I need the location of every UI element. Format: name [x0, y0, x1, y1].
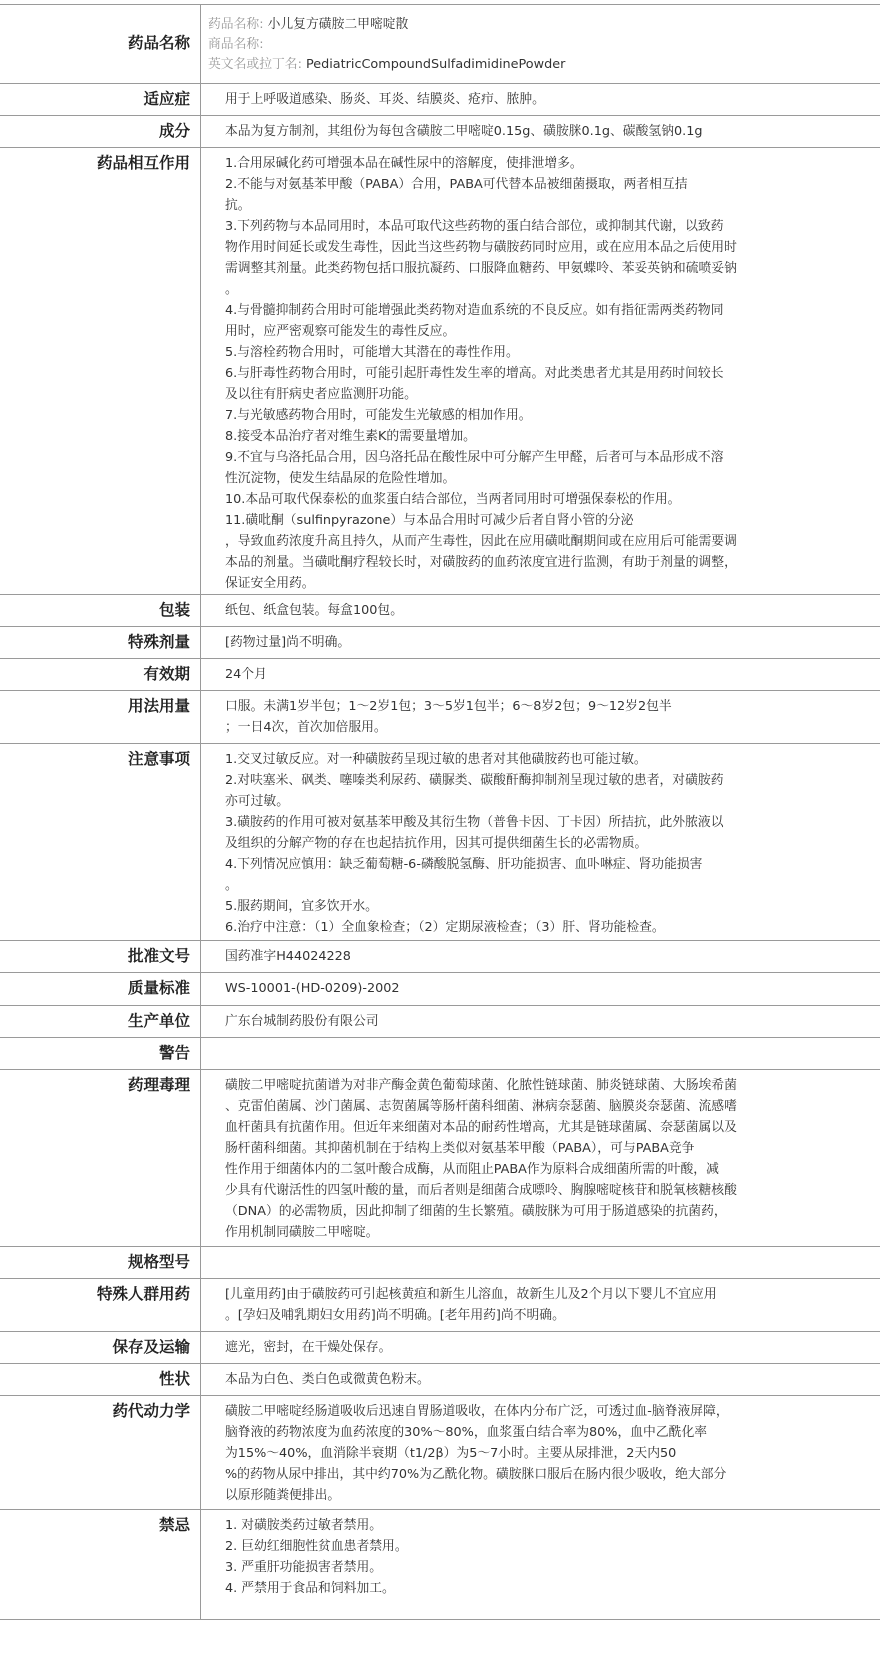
pharmacology-line: 作用机制同磺胺二甲嘧啶。	[225, 1225, 379, 1240]
interactions-line: 10.本品可取代保泰松的血浆蛋白结合部位，当两者同用时可增强保泰松的作用。	[225, 492, 681, 507]
row-precautions	[0, 743, 880, 940]
value-drug-name	[208, 15, 565, 75]
pharmacokinetics-line: 脑脊液的药物浓度为血药浓度的30%～80%，血浆蛋白结合率为80%，血中乙酰化率	[225, 1425, 708, 1440]
interactions-line: 2.不能与对氨基苯甲酸（PABA）合用，PABA可代替本品被细菌摄取，两者相互拮	[225, 177, 688, 192]
pharmacokinetics-line: %的药物从尿中排出，其中约70%为乙酰化物。磺胺脒口服后在肠内很少吸收，绝大部分	[225, 1467, 727, 1482]
row-standard	[0, 972, 880, 1005]
contraindications-line: 3. 严重肝功能损害者禁用。	[225, 1560, 383, 1575]
interactions-line: 本品的剂量。当磺吡酮疗程较长时，对磺胺药的血药浓度宜进行监测，有助于剂量的调整，	[225, 555, 737, 570]
indication-line: 用于上呼吸道感染、肠炎、耳炎、结膜炎、疮疖、脓肿。	[225, 92, 545, 107]
interactions-line: 7.与光敏感药物合用时，可能发生光敏感的相加作用。	[225, 408, 532, 423]
precautions-line: 6.治疗中注意：（1）全血象检查；（2）定期尿液检查；（3）肝、肾功能检查。	[225, 920, 665, 935]
dosage-line: ；一日4次，首次加倍服用。	[225, 720, 387, 735]
row-indication	[0, 83, 880, 115]
trade-name-label: 商品名称:	[208, 37, 264, 52]
pharmacokinetics-line: 磺胺二甲嘧啶经肠道吸收后迅速自胃肠道吸收，在体内分布广泛，可透过血-脑脊液屏障，	[225, 1404, 729, 1419]
row-special-dosage	[0, 626, 880, 658]
interactions-line: 3.下列药物与本品同用时，本品可取代这些药物的蛋白结合部位，或抑制其代谢，以致药	[225, 219, 724, 234]
interactions-line: 1.合用尿碱化药可增强本品在碱性尿中的溶解度，使排泄增多。	[225, 156, 583, 171]
row-shelf-life	[0, 658, 880, 690]
interactions-line: 6.与肝毒性药物合用时，可能引起肝毒性发生率的增高。对此类患者尤其是用药时间较长	[225, 366, 724, 381]
dosage-line: 口服。未满1岁半包；1～2岁1包；3～5岁1包半；6～8岁2包；9～12岁2包半	[225, 699, 672, 714]
precautions-line: 5.服药期间，宜多饮开水。	[225, 899, 378, 914]
special-population-line: [儿童用药]由于磺胺药可引起核黄疸和新生儿溶血，故新生儿及2个月以下婴儿不宜应用	[225, 1287, 717, 1302]
value-standard	[225, 978, 400, 999]
interactions-line: 保证安全用药。	[225, 576, 315, 591]
approval-line: 国药准字H44024228	[225, 949, 351, 964]
english-name-label: 英文名或拉丁名:	[208, 57, 302, 72]
label-pharmacology: 药理毒理	[127, 1076, 190, 1094]
ingredients-line: 本品为复方制剂，其组份为每包含磺胺二甲嘧啶0.15g、磺胺脒0.1g、碳酸氢钠0.1g	[225, 124, 703, 139]
interactions-line: 用时，应严密观察可能发生的毒性反应。	[225, 324, 456, 339]
label-package: 包装	[158, 601, 190, 619]
pharmacokinetics-line: 以原形随粪便排出。	[225, 1488, 341, 1503]
contraindications-line: 1. 对磺胺类药过敏者禁用。	[225, 1518, 383, 1533]
row-pharmacokinetics	[0, 1395, 880, 1509]
value-pharmacology	[225, 1075, 737, 1243]
interactions-line: 性沉淀物，使发生结晶尿的危险性增加。	[225, 471, 456, 486]
row-package	[0, 594, 880, 626]
value-package	[225, 600, 403, 621]
row-special-population	[0, 1278, 880, 1331]
row-appearance	[0, 1363, 880, 1395]
english-name-value: PediatricCompoundSulfadimidinePowder	[305, 57, 566, 72]
value-contraindications	[225, 1515, 408, 1599]
label-drug-name: 药品名称	[127, 34, 190, 52]
standard-line: WS-10001-(HD-0209)-2002	[225, 981, 400, 996]
value-appearance	[225, 1369, 430, 1390]
row-dosage	[0, 690, 880, 743]
value-manufacturer	[225, 1011, 379, 1032]
value-dosage	[225, 696, 672, 738]
value-ingredients	[225, 121, 702, 142]
contraindications-line: 4. 严禁用于食品和饲料加工。	[225, 1581, 395, 1596]
storage-line: 遮光，密封，在干燥处保存。	[225, 1340, 392, 1355]
interactions-line: 及以往有肝病史者应监测肝功能。	[225, 387, 417, 402]
pharmacology-line: 肠杆菌科细菌。其抑菌机制在于结构上类似对氨基苯甲酸（PABA），可与PABA竞争	[225, 1141, 695, 1156]
interactions-line: 需调整其剂量。此类药物包括口服抗凝药、口服降血糖药、甲氨蝶呤、苯妥英钠和硫喷妥钠	[225, 261, 737, 276]
label-interactions: 药品相互作用	[96, 154, 190, 172]
shelf-life-line: 24个月	[225, 667, 267, 682]
pharmacology-line: 性作用于细菌体内的二氢叶酸合成酶，从而阻止PABA作为原料合成细菌所需的叶酸，减	[225, 1162, 719, 1177]
label-appearance: 性状	[158, 1370, 190, 1388]
label-indication: 适应症	[143, 90, 190, 108]
precautions-line: 亦可过敏。	[225, 794, 289, 809]
label-warning: 警告	[158, 1044, 190, 1062]
pharmacology-line: （DNA）的必需物质，因此抑制了细菌的生长繁殖。磺胺脒为可用于肠道感染的抗菌药，	[225, 1204, 727, 1219]
label-specification: 规格型号	[127, 1253, 190, 1271]
pharmacology-line: 磺胺二甲嘧啶抗菌谱为对非产酶金黄色葡萄球菌、化脓性链球菌、肺炎链球菌、大肠埃希菌	[225, 1078, 737, 1093]
label-standard: 质量标准	[127, 979, 190, 997]
manufacturer-line: 广东台城制药股份有限公司	[225, 1014, 379, 1029]
interactions-line: 5.与溶栓药物合用时，可能增大其潜在的毒性作用。	[225, 345, 519, 360]
interactions-line: 4.与骨髓抑制药合用时可能增强此类药物对造血系统的不良反应。如有指征需两类药物同	[225, 303, 724, 318]
value-pharmacokinetics	[225, 1401, 729, 1506]
interactions-line: 8.接受本品治疗者对维生素K的需要量增加。	[225, 429, 476, 444]
pharmacology-line: 血杆菌具有抗菌作用。但近年来细菌对本品的耐药性增高，尤其是链球菌属、奈瑟菌属以及	[225, 1120, 737, 1135]
value-shelf-life	[225, 664, 267, 685]
drug-name-label: 药品名称:	[208, 17, 264, 32]
label-dosage: 用法用量	[127, 697, 190, 715]
value-precautions	[225, 749, 724, 938]
precautions-line: 2.对呋塞米、砜类、噻嗪类利尿药、磺脲类、碳酸酐酶抑制剂呈现过敏的患者，对磺胺药	[225, 773, 724, 788]
interactions-line: 抗。	[225, 198, 251, 213]
value-storage	[225, 1337, 391, 1358]
interactions-line: 。	[225, 282, 238, 297]
label-contraindications: 禁忌	[158, 1516, 190, 1534]
label-special-population: 特殊人群用药	[96, 1285, 190, 1303]
row-drug-name	[0, 4, 880, 83]
value-special-population	[225, 1284, 717, 1326]
precautions-line: 。	[225, 878, 238, 893]
pharmacology-line: 少具有代谢活性的四氢叶酸的量，而后者则是细菌合成嘌呤、胸腺嘧啶核苷和脱氧核糖核酸	[225, 1183, 737, 1198]
precautions-line: 1.交叉过敏反应。对一种磺胺药呈现过敏的患者对其他磺胺药也可能过敏。	[225, 752, 647, 767]
appearance-line: 本品为白色、类白色或微黄色粉末。	[225, 1372, 430, 1387]
package-line: 纸包、纸盒包装。每盒100包。	[225, 603, 403, 618]
special-population-line: 。[孕妇及哺乳期妇女用药]尚不明确。[老年用药]尚不明确。	[225, 1308, 565, 1323]
row-interactions	[0, 147, 880, 594]
pharmacokinetics-line: 为15%～40%，血消除半衰期（t1/2β）为5～7小时。主要从尿排泄，2天内50	[225, 1446, 677, 1461]
contraindications-line: 2. 巨幼红细胞性贫血患者禁用。	[225, 1539, 408, 1554]
row-approval	[0, 940, 880, 972]
interactions-line: 9.不宜与乌洛托品合用，因乌洛托品在酸性尿中可分解产生甲醛，后者可与本品形成不溶	[225, 450, 724, 465]
value-special-dosage	[225, 632, 350, 653]
label-special-dosage: 特殊剂量	[127, 633, 190, 651]
row-manufacturer	[0, 1005, 880, 1037]
special-dosage-line: [药物过量]尚不明确。	[225, 635, 351, 650]
row-ingredients	[0, 115, 880, 147]
row-specification	[0, 1246, 880, 1278]
interactions-line: ，导致血药浓度升高且持久，从而产生毒性，因此在应用磺吡酮期间或在应用后可能需要调	[225, 534, 737, 549]
value-indication	[225, 89, 545, 110]
label-ingredients: 成分	[158, 122, 190, 140]
pharmacology-line: 、克雷伯菌属、沙门菌属、志贺菌属等肠杆菌科细菌、淋病奈瑟菌、脑膜炎奈瑟菌、流感嗜	[225, 1099, 737, 1114]
value-approval	[225, 946, 351, 967]
value-interactions	[225, 153, 737, 594]
precautions-line: 及组织的分解产物的存在也起拮抗作用，因其可提供细菌生长的必需物质。	[225, 836, 648, 851]
interactions-line: 11.磺吡酮（sulfinpyrazone）与本品合用时可减少后者自肾小管的分泌	[225, 513, 634, 528]
row-pharmacology	[0, 1069, 880, 1246]
label-manufacturer: 生产单位	[127, 1012, 190, 1030]
drug-name-value: 小儿复方磺胺二甲嘧啶散	[267, 17, 409, 32]
label-pharmacokinetics: 药代动力学	[112, 1402, 190, 1420]
label-shelf-life: 有效期	[143, 665, 190, 683]
label-approval: 批准文号	[127, 947, 190, 965]
precautions-line: 3.磺胺药的作用可被对氨基苯甲酸及其衍生物（普鲁卡因、丁卡因）所拮抗，此外脓液以	[225, 815, 724, 830]
row-contraindications	[0, 1509, 880, 1620]
label-storage: 保存及运输	[112, 1338, 190, 1356]
label-precautions: 注意事项	[127, 750, 190, 768]
row-storage	[0, 1331, 880, 1363]
precautions-line: 4.下列情况应慎用：缺乏葡萄糖-6-磷酸脱氢酶、肝功能损害、血卟啉症、肾功能损害	[225, 857, 703, 872]
interactions-line: 物作用时间延长或发生毒性，因此当这些药物与磺胺药同时应用，或在应用本品之后使用时	[225, 240, 737, 255]
row-warning	[0, 1037, 880, 1069]
